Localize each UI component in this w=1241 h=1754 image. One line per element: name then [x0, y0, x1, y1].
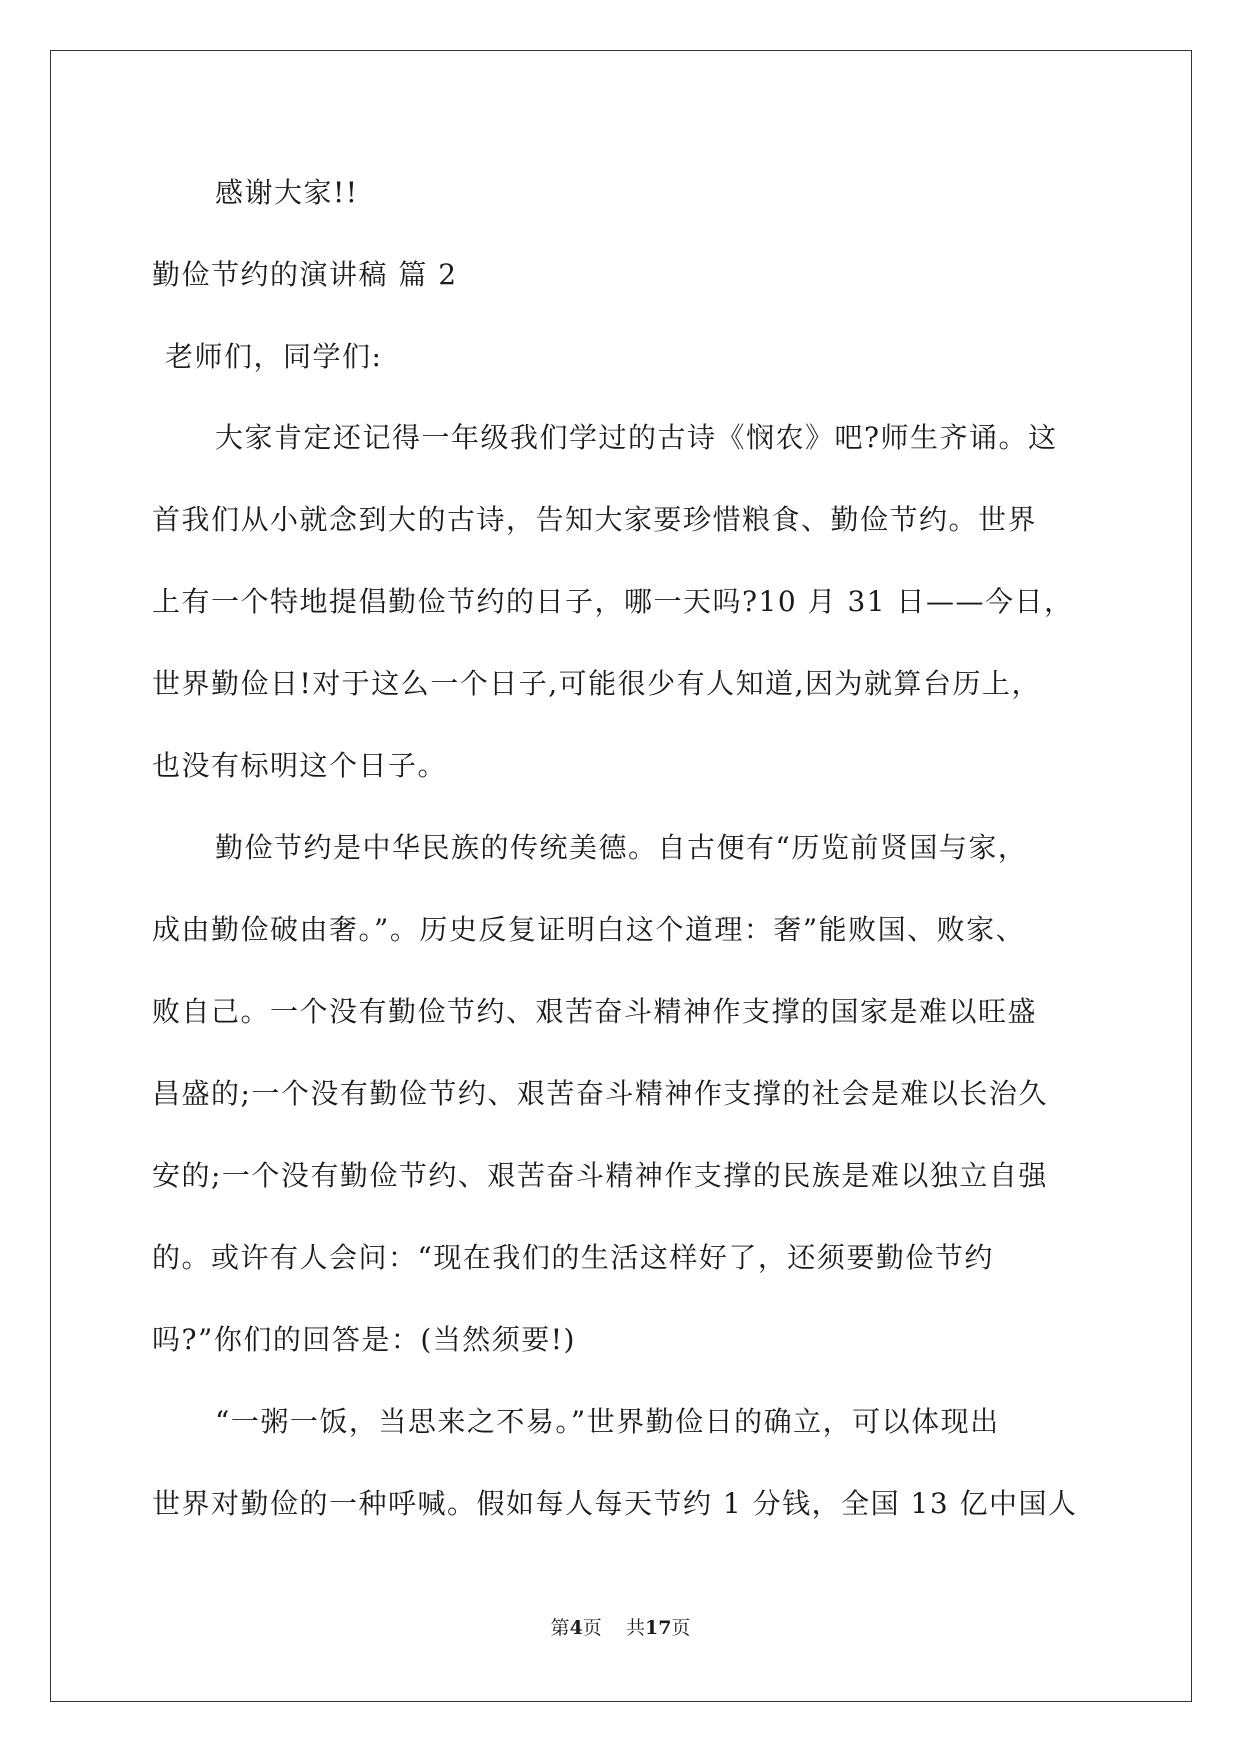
page-mid-text: 页 共	[582, 1617, 645, 1639]
paragraph-line: 败自己。一个没有勤俭节约、艰苦奋斗精神作支撑的国家是难以旺盛	[152, 995, 1038, 1028]
paragraph-line: 也没有标明这个日子。	[152, 749, 448, 782]
paragraph-line: 安的;一个没有勤俭节约、艰苦奋斗精神作支撑的民族是难以独立自强	[152, 1159, 1048, 1192]
paragraph-line: 世界勤俭日!对于这么一个日子,可能很少有人知道,因为就算台历上，	[152, 667, 1042, 700]
closing-line: 感谢大家!!	[215, 176, 359, 209]
paragraph-line: 首我们从小就念到大的古诗，告知大家要珍惜粮食、勤俭节约。世界	[152, 503, 1038, 536]
page-border	[50, 50, 1192, 1702]
paragraph-line: 昌盛的;一个没有勤俭节约、艰苦奋斗精神作支撑的社会是难以长治久	[152, 1077, 1048, 1110]
paragraph-line: 勤俭节约是中华民族的传统美德。自古便有“历览前贤国与家，	[215, 831, 1028, 864]
paragraph-line: 世界对勤俭的一种呼喊。假如每人每天节约 1 分钱，全国 13 亿中国人	[152, 1487, 1078, 1520]
salutation-line: 老师们，同学们:	[165, 340, 383, 373]
section-heading: 勤俭节约的演讲稿 篇 2	[152, 258, 458, 291]
page-suffix: 页	[671, 1617, 691, 1639]
paragraph-line: 上有一个特地提倡勤俭节约的日子，哪一天吗?10 月 31 日——今日，	[152, 585, 1074, 618]
paragraph-line: 大家肯定还记得一年级我们学过的古诗《悯农》吧?师生齐诵。这	[215, 421, 1058, 454]
page-footer	[0, 1616, 1241, 1640]
paragraph-line: 的。或许有人会问：“现在我们的生活这样好了，还须要勤俭节约	[152, 1241, 994, 1274]
paragraph-line: 吗?”你们的回答是：(当然须要!)	[152, 1323, 576, 1356]
paragraph-line: “一粥一饭，当思来之不易。”世界勤俭日的确立，可以体现出	[215, 1405, 1000, 1438]
page-total-number: 17	[644, 1617, 672, 1639]
page-prefix: 第	[550, 1617, 570, 1639]
page-current-number: 4	[569, 1617, 583, 1639]
paragraph-line: 成由勤俭破由奢。”。历史反复证明白这个道理：奢”能败国、败家、	[152, 913, 1026, 946]
